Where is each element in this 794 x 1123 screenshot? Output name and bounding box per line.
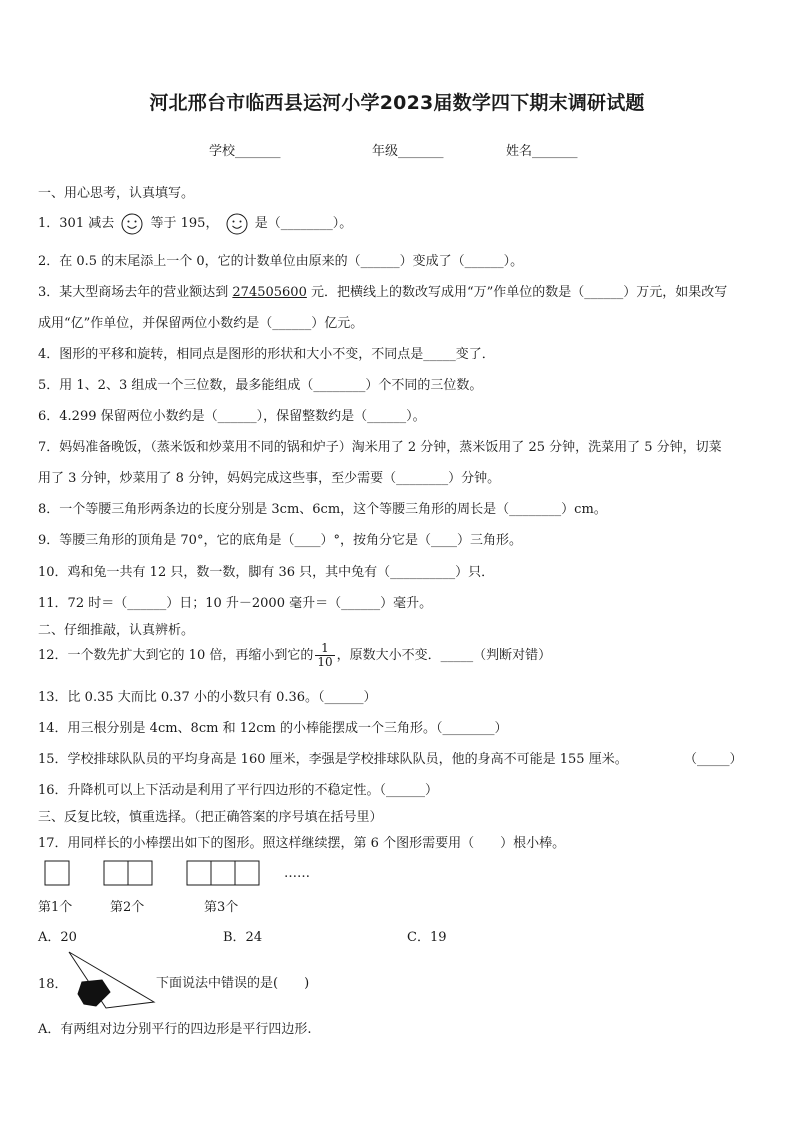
page-title: 河北邢台市临西县运河小学2023届数学四下期末调研试题 (149, 92, 645, 114)
section-3-heading: 三、反复比较，慎重选择。（把正确答案的序号填在括号里） (38, 810, 383, 825)
option-b: B．24 (223, 930, 263, 945)
question-18-text: 下面说法中错误的是( ) (156, 976, 310, 991)
section-1-heading: 一、用心思考，认真填写。 (38, 186, 195, 201)
question-10: 10．鸡和兔一共有 12 只，数一数，脚有 36 只，其中兔有（__________）只． (38, 565, 495, 580)
option-c: C．19 (407, 930, 447, 945)
pattern-2-squares (104, 861, 152, 885)
continuation-ellipsis: …… (284, 866, 310, 881)
figure-label-2: 第2个 (110, 900, 145, 915)
option-a: A．20 (38, 930, 77, 945)
question-18-number: 18． (38, 977, 68, 992)
pattern-3-squares (187, 861, 259, 885)
smiley-icon (121, 213, 143, 235)
question-12: 12．一个数先扩大到它的 10 倍，再缩小到它的 $\frac{1}{10}$ ，原数大小不变．_____（判断对错） (38, 641, 552, 669)
triangle-with-shape-figure (66, 950, 158, 1010)
question-1: 1．301 减去 等于 195， 是（________）。 (38, 212, 352, 235)
question-18-option-a: A．有两组对边分别平行的四边形是平行四边形. (38, 1022, 312, 1037)
name-field: 姓名_______ (506, 144, 578, 159)
question-14: 14．用三根分别是 4cm、8cm 和 12cm 的小棒能摆成一个三角形。（________） (38, 721, 508, 736)
pattern-1-square (45, 861, 69, 885)
section-2-heading: 二、仔细推敲，认真辨析。 (38, 623, 195, 638)
grade-field: 年级_______ (372, 144, 444, 159)
smiley-icon (226, 213, 248, 235)
question-5: 5．用 1、2、3 组成一个三位数，最多能组成（________）个不同的三位数。 (38, 378, 483, 393)
fraction: $\frac{1}{10}$ (317, 641, 333, 669)
question-3-line2: 成用“亿”作单位，并保留两位小数约是（______）亿元。 (38, 316, 364, 331)
question-6: 6．4.299 保留两位小数约是（______），保留整数约是（______）。 (38, 409, 426, 424)
school-field: 学校_______ (209, 144, 281, 159)
question-15-blank: （_____） (684, 752, 743, 767)
question-2: 2．在 0.5 的末尾添上一个 0，它的计数单位由原来的（______）变成了（______）。 (38, 254, 524, 269)
stick-pattern-figure (44, 860, 264, 888)
underlined-number: 274505600 (232, 285, 307, 300)
question-17: 17．用同样长的小棒摆出如下的图形。照这样继续摆，第 6 个图形需要用（ ）根小棒。 (38, 836, 566, 851)
question-13: 13．比 0.35 大而比 0.37 小的小数只有 0.36。（______） (38, 690, 377, 705)
question-9: 9．等腰三角形的顶角是 70°，它的底角是（____）°，按角分它是（____）三角形。 (38, 533, 522, 548)
figure-label-3: 第3个 (204, 900, 239, 915)
question-15: 15．学校排球队队员的平均身高是 160 厘米，李强是学校排球队队员，他的身高不可能是 155 厘米。 (38, 752, 628, 767)
figure-label-1: 第1个 (38, 900, 73, 915)
question-8: 8．一个等腰三角形两条边的长度分别是 3cm、6cm，这个等腰三角形的周长是（________）cm。 (38, 502, 607, 517)
question-7-line2: 用了 3 分钟，炒菜用了 8 分钟，妈妈完成这些事，至少需要（________）分钟。 (38, 471, 501, 486)
question-11: 11．72 时＝（______）日；10 升－2000 毫升＝（______）毫升。 (38, 596, 433, 611)
question-7-line1: 7．妈妈准备晚饭，（蒸米饭和炒菜用不同的锅和炉子）淘米用了 2 分钟，蒸米饭用了 25 分钟，洗菜用了 5 分钟，切菜 (38, 440, 722, 455)
question-16: 16．升降机可以上下活动是利用了平行四边形的不稳定性。（______） (38, 783, 439, 798)
question-3-line1: 3．某大型商场去年的营业额达到 274505600 元．把横线上的数改写成用“万”作单位的数是（______）万元，如果改写 (38, 285, 728, 300)
question-4: 4．图形的平移和旋转，相同点是图形的形状和大小不变，不同点是_____变了． (38, 347, 495, 362)
